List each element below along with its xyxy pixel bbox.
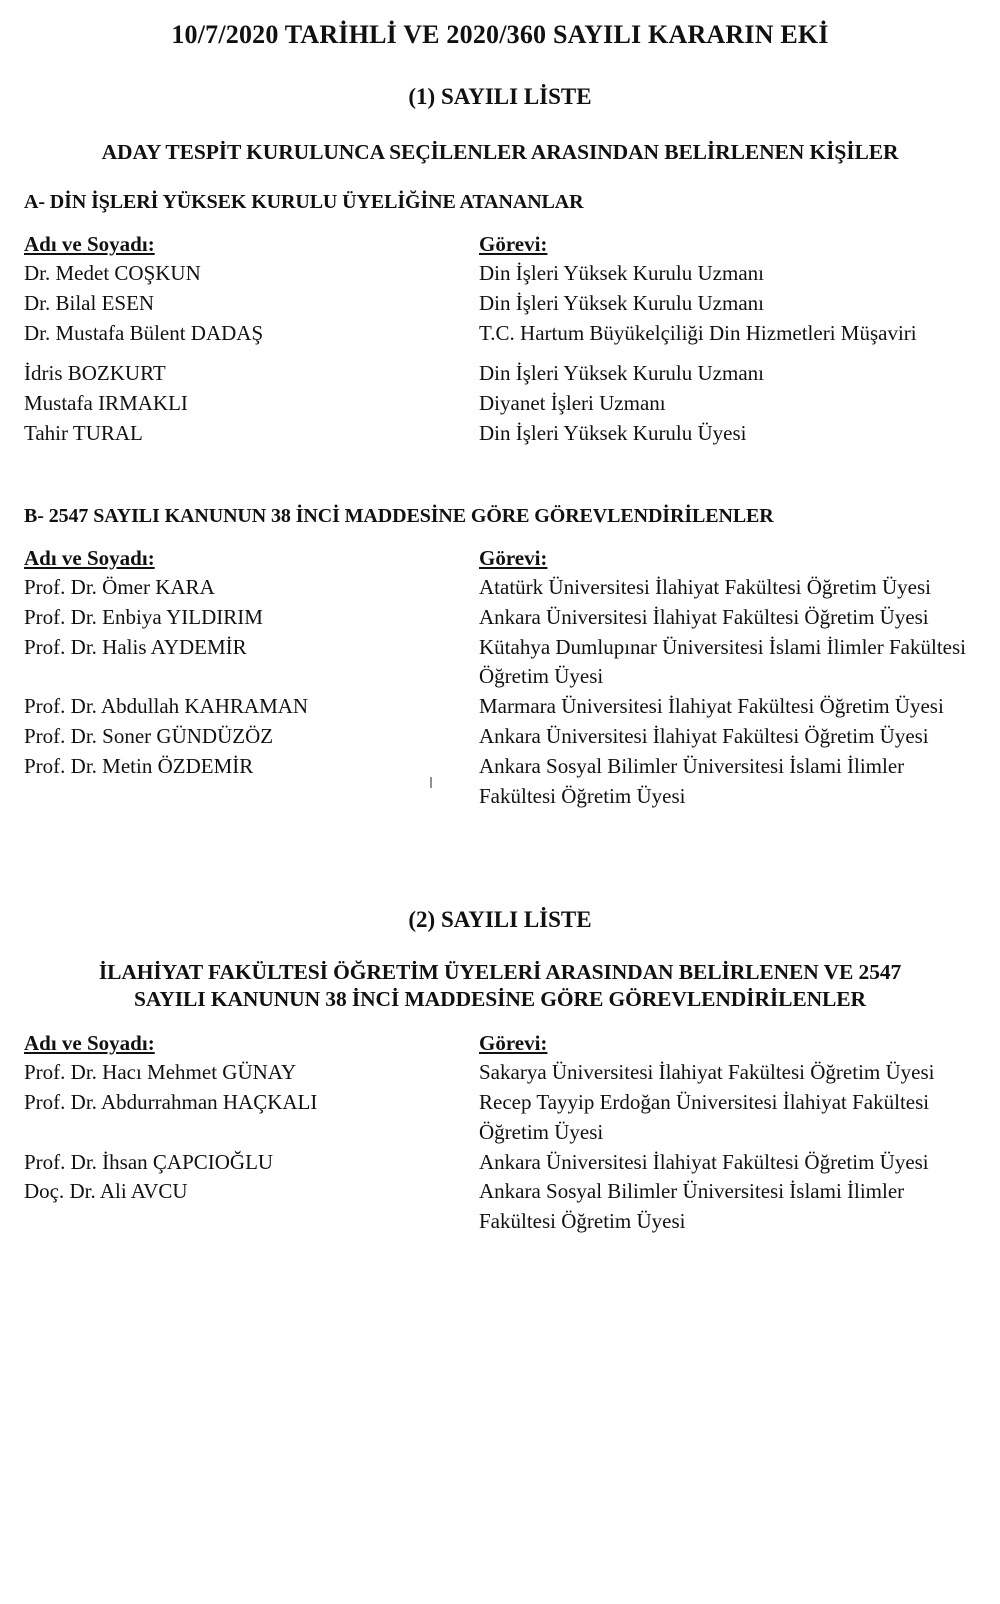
table-row: [24, 1058, 976, 1088]
table-row: [24, 573, 976, 603]
scan-artifact-mark: [430, 777, 432, 788]
section-b-title: B- 2547 SAYILI KANUNUN 38 İNCİ MADDESİNE GÖRE GÖREVLENDİRİLENLER: [24, 504, 774, 527]
section-b-column-headers: [24, 546, 976, 571]
list-2-subtitle-line-2: SAYILI KANUNUN 38 İNCİ MADDESİNE GÖRE GÖREVLENDİRİLENLER: [134, 987, 866, 1012]
person-name: Prof. Dr. Halis AYDEMİR: [24, 634, 247, 659]
table-row: [24, 389, 976, 419]
table-row: [24, 603, 976, 633]
table-row: [24, 419, 976, 449]
section-divider-space: [24, 449, 976, 479]
person-role: Din İşleri Yüksek Kurulu Uzmanı: [479, 290, 764, 315]
list-2-rows: [24, 1058, 976, 1237]
person-role: Diyanet İşleri Uzmanı: [479, 391, 666, 416]
person-name: Prof. Dr. İhsan ÇAPCIOĞLU: [24, 1149, 274, 1174]
table-row: [24, 359, 976, 389]
person-role: Ankara Sosyal Bilimler Üniversitesi İslami İlimler Fakültesi Öğretim Üyesi: [479, 753, 905, 808]
table-row: [24, 633, 976, 693]
person-role: Sakarya Üniversitesi İlahiyat Fakültesi Öğretim Üyesi: [479, 1060, 935, 1085]
person-role: Ankara Üniversitesi İlahiyat Fakültesi Öğretim Üyesi: [479, 604, 929, 629]
list-2-subtitle: [24, 959, 976, 1013]
table-row: [24, 1148, 976, 1178]
list-2-heading: (2) SAYILI LİSTE: [408, 907, 592, 933]
section-b-rows: [24, 573, 976, 812]
list-1-heading: (1) SAYILI LİSTE: [408, 84, 592, 109]
person-role: Ankara Üniversitesi İlahiyat Fakültesi Öğretim Üyesi: [479, 1149, 929, 1174]
person-name: Prof. Dr. Ömer KARA: [24, 574, 215, 599]
column-header-name: Adı ve Soyadı:: [24, 232, 155, 256]
column-header-role: Görevi:: [479, 1031, 548, 1056]
list-divider-space: [24, 811, 976, 873]
person-role: Atatürk Üniversitesi İlahiyat Fakültesi Öğretim Üyesi: [479, 574, 931, 599]
list-1-subtitle: ADAY TESPİT KURULUNCA SEÇİLENLER ARASINDAN BELİRLENEN KİŞİLER: [101, 140, 899, 164]
table-row: [24, 752, 976, 812]
table-row: [24, 692, 976, 722]
person-name: Prof. Dr. Metin ÖZDEMİR: [24, 753, 254, 778]
person-name: Dr. Medet COŞKUN: [24, 261, 201, 285]
column-header-name: Adı ve Soyadı:: [24, 1031, 155, 1056]
table-row: [24, 319, 976, 349]
column-header-role: Görevi:: [479, 232, 548, 256]
table-row: [24, 722, 976, 752]
person-name: Tahir TURAL: [24, 421, 143, 446]
person-name: Prof. Dr. Hacı Mehmet GÜNAY: [24, 1060, 297, 1085]
list-2-subtitle-line-1: İLAHİYAT FAKÜLTESİ ÖĞRETİM ÜYELERİ ARASINDAN BELİRLENEN VE 2547: [98, 960, 902, 985]
person-name: Dr. Mustafa Bülent DADAŞ: [24, 320, 264, 345]
person-name: Mustafa IRMAKLI: [24, 391, 188, 416]
section-a-title: A- DİN İŞLERİ YÜKSEK KURULU ÜYELİĞİNE ATANANLAR: [24, 191, 584, 213]
person-role: Ankara Sosyal Bilimler Üniversitesi İslami İlimler Fakültesi Öğretim Üyesi: [479, 1179, 905, 1234]
person-name: Dr. Bilal ESEN: [24, 290, 155, 315]
person-role: Din İşleri Yüksek Kurulu Uzmanı: [479, 361, 764, 386]
table-row: [24, 1177, 976, 1237]
table-row: [24, 259, 976, 289]
person-name: İdris BOZKURT: [24, 361, 166, 386]
person-role: T.C. Hartum Büyükelçiliği Din Hizmetleri Müşaviri: [479, 320, 917, 345]
person-role: Kütahya Dumlupınar Üniversitesi İslami İlimler Fakültesi Öğretim Üyesi: [479, 634, 966, 689]
column-header-role: Görevi:: [479, 545, 548, 570]
person-name: Prof. Dr. Abdullah KAHRAMAN: [24, 694, 309, 719]
column-header-name: Adı ve Soyadı:: [24, 545, 155, 570]
person-role: Marmara Üniversitesi İlahiyat Fakültesi Öğretim Üyesi: [479, 694, 944, 719]
section-a-column-headers: [24, 232, 976, 257]
person-name: Prof. Dr. Soner GÜNDÜZÖZ: [24, 723, 274, 748]
person-role: Ankara Üniversitesi İlahiyat Fakültesi Öğretim Üyesi: [479, 723, 929, 748]
person-name: Prof. Dr. Enbiya YILDIRIM: [24, 604, 263, 629]
section-a-rows: [24, 259, 976, 449]
person-role: Din İşleri Yüksek Kurulu Uzmanı: [479, 261, 764, 285]
person-name: Doç. Dr. Ali AVCU: [24, 1179, 188, 1204]
person-role: Din İşleri Yüksek Kurulu Üyesi: [479, 421, 747, 446]
document-title: 10/7/2020 TARİHLİ VE 2020/360 SAYILI KARARIN EKİ: [171, 20, 829, 49]
person-role: Recep Tayyip Erdoğan Üniversitesi İlahiyat Fakültesi Öğretim Üyesi: [479, 1089, 930, 1144]
person-name: Prof. Dr. Abdurrahman HAÇKALI: [24, 1089, 318, 1114]
table-row: [24, 1088, 976, 1148]
table-row: [24, 289, 976, 319]
list-2-column-headers: [24, 1031, 976, 1056]
